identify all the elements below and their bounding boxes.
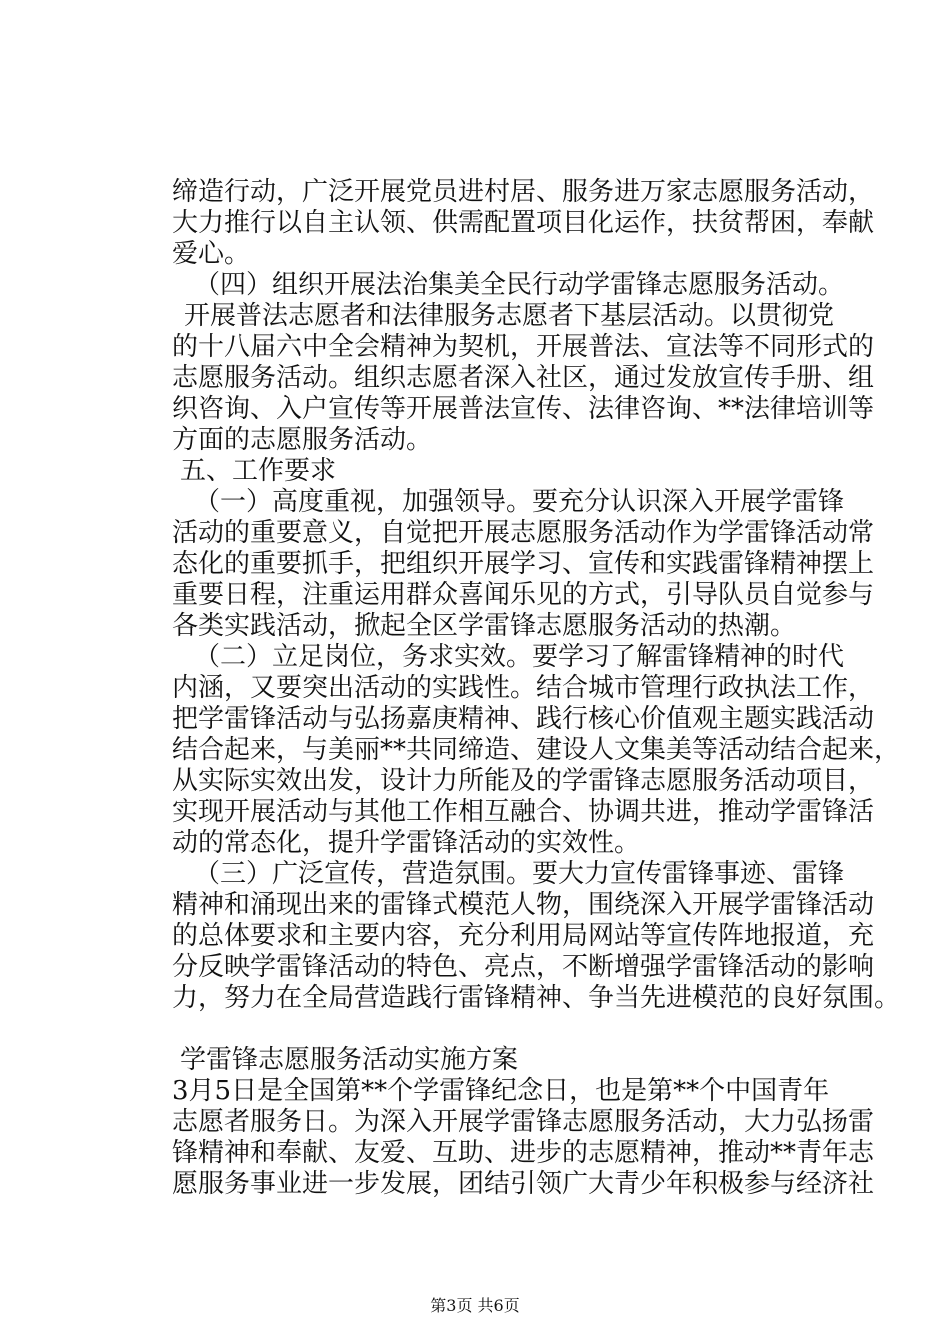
text-line: 动的常态化，提升学雷锋活动的实效性。 bbox=[172, 828, 641, 858]
document-title: 学雷锋志愿服务活动实施方案 bbox=[180, 1045, 519, 1075]
text-line: 方面的志愿服务活动。 bbox=[172, 425, 433, 455]
text-line: 缔造行动，广泛开展党员进村居、服务进万家志愿服务活动， bbox=[172, 177, 875, 207]
text-line: （二）立足岗位，务求实效。要学习了解雷锋精神的时代 bbox=[194, 642, 845, 672]
text-line: （三）广泛宣传，营造氛围。要大力宣传雷锋事迹、雷锋 bbox=[194, 859, 845, 889]
text-line: 志愿者服务日。为深入开展学雷锋志愿服务活动，大力弘扬雷 bbox=[172, 1107, 875, 1137]
text-line: 实现开展活动与其他工作相互融合、协调共进，推动学雷锋活 bbox=[172, 797, 875, 827]
text-line: 的十八届六中全会精神为契机，开展普法、宣法等不同形式的 bbox=[172, 332, 875, 362]
text-line: 精神和涌现出来的雷锋式模范人物，围绕深入开展学雷锋活动 bbox=[172, 890, 875, 920]
text-line: 分反映学雷锋活动的特色、亮点，不断增强学雷锋活动的影响 bbox=[172, 952, 875, 982]
text-line: 结合起来，与美丽**共同缔造、建设人文集美等活动结合起来， bbox=[172, 735, 901, 765]
text-line: 大力推行以自主认领、供需配置项目化运作，扶贫帮困，奉献 bbox=[172, 208, 875, 238]
text-line: 把学雷锋活动与弘扬嘉庚精神、践行核心价值观主题实践活动 bbox=[172, 704, 875, 734]
text-line: 各类实践活动，掀起全区学雷锋志愿服务活动的热潮。 bbox=[172, 611, 797, 641]
text-line: 开展普法志愿者和法律服务志愿者下基层活动。以贯彻党 bbox=[184, 301, 835, 331]
text-line: 织咨询、入户宣传等开展普法宣传、法律咨询、**法律培训等 bbox=[172, 394, 875, 424]
section-heading: （四）组织开展法治集美全民行动学雷锋志愿服务活动。 bbox=[194, 270, 845, 300]
text-line: 力，努力在全局营造践行雷锋精神、争当先进模范的良好氛围。 bbox=[172, 983, 901, 1013]
section-heading: 五、工作要求 bbox=[180, 456, 337, 486]
text-line: 愿服务事业进一步发展，团结引领广大青少年积极参与经济社 bbox=[172, 1169, 875, 1199]
text-line: 锋精神和奉献、友爱、互助、进步的志愿精神，推动**青年志 bbox=[172, 1138, 875, 1168]
text-line: 的总体要求和主要内容，充分利用局网站等宣传阵地报道，充 bbox=[172, 921, 875, 951]
text-line: 爱心。 bbox=[172, 239, 251, 269]
text-line: （一）高度重视，加强领导。要充分认识深入开展学雷锋 bbox=[194, 487, 845, 517]
text-line: 从实际实效出发，设计力所能及的学雷锋志愿服务活动项目， bbox=[172, 766, 875, 796]
text-line: 志愿服务活动。组织志愿者深入社区，通过发放宣传手册、组 bbox=[172, 363, 875, 393]
text-line: 活动的重要意义，自觉把开展志愿服务活动作为学雷锋活动常 bbox=[172, 518, 875, 548]
page-number: 第3页 共6页 bbox=[430, 1296, 520, 1315]
text-line: 态化的重要抓手，把组织开展学习、宣传和实践雷锋精神摆上 bbox=[172, 549, 875, 579]
text-line: 3月5日是全国第**个学雷锋纪念日，也是第**个中国青年 bbox=[172, 1076, 830, 1106]
text-line: 重要日程，注重运用群众喜闻乐见的方式，引导队员自觉参与 bbox=[172, 580, 875, 610]
text-line: 内涵，又要突出活动的实践性。结合城市管理行政执法工作， bbox=[172, 673, 875, 703]
